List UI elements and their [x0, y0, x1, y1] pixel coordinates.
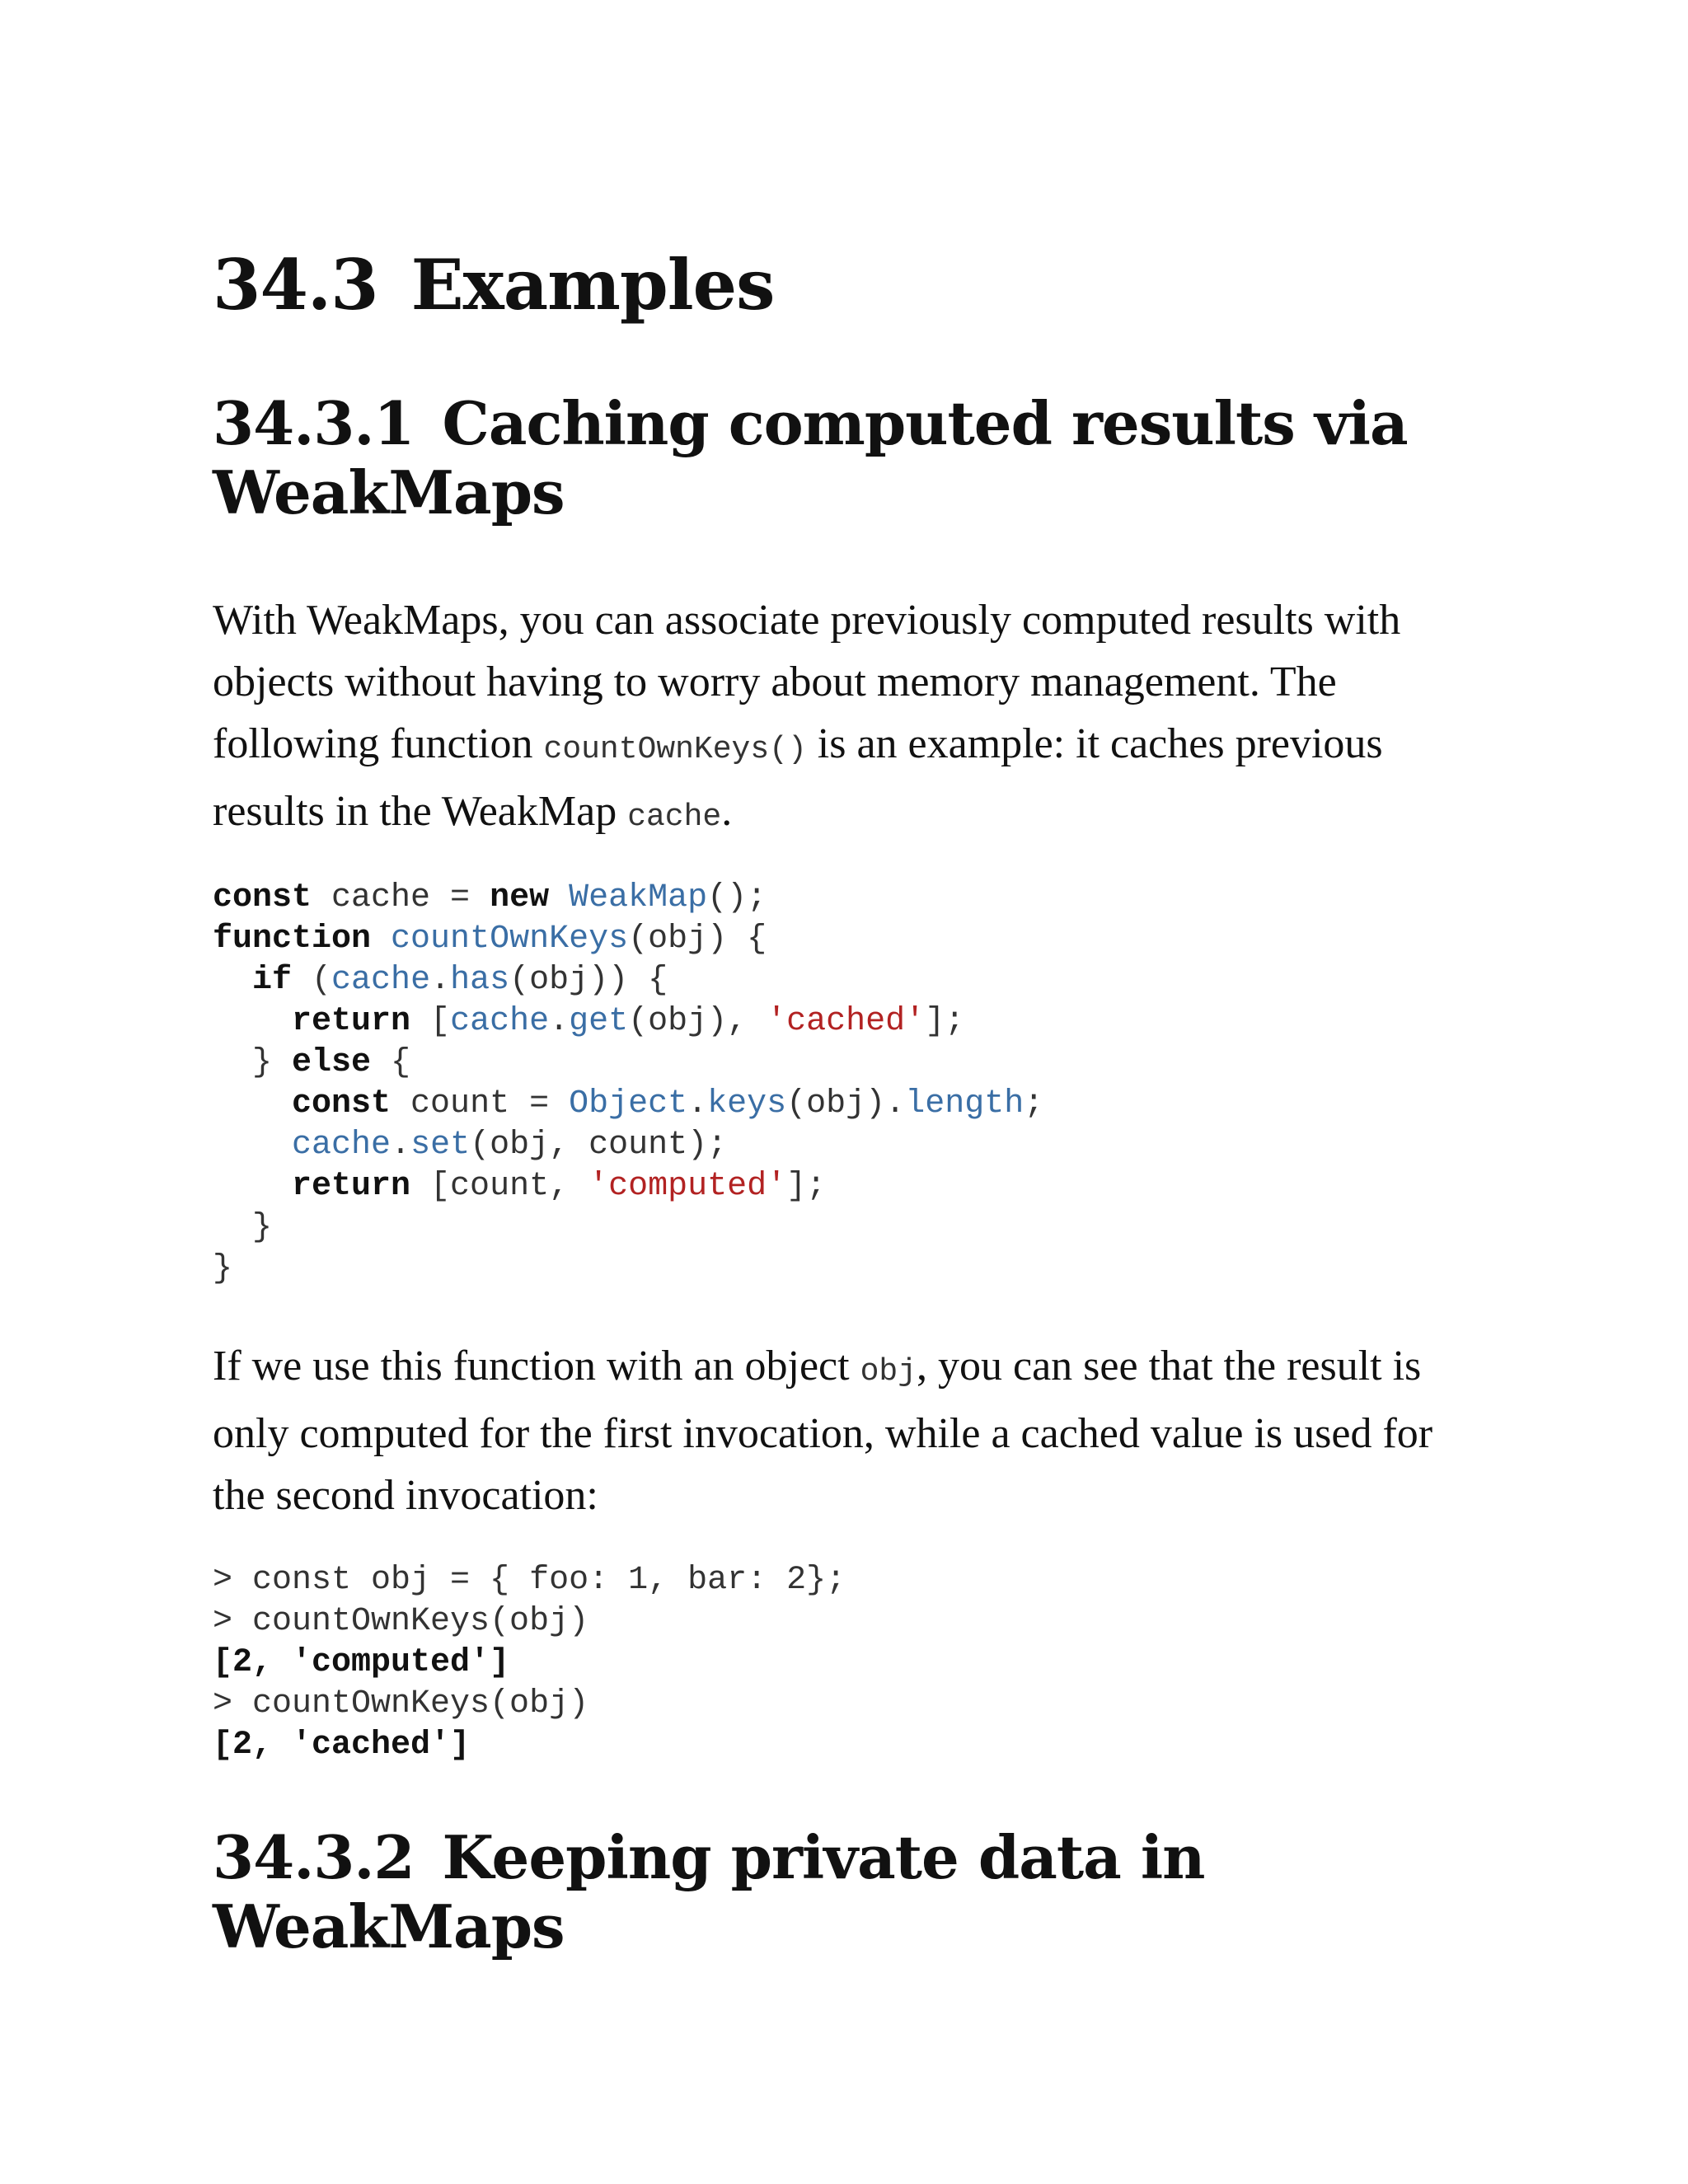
repl-input-line: > const obj = { foo: 1, bar: 2}; [213, 1562, 846, 1599]
repl-output-line: [2, 'computed'] [213, 1644, 510, 1681]
subsection-heading-caching [213, 389, 1449, 527]
identifier: Object [569, 1085, 688, 1122]
code-line: if (cache.has(obj)) { [252, 962, 668, 999]
keyword: const [292, 1085, 392, 1122]
section-heading [213, 244, 775, 326]
code-line: const count = Object.keys(obj).length; [292, 1085, 1044, 1122]
code-block-repl [213, 1560, 846, 1766]
identifier: cache [331, 962, 431, 999]
code-line: return [count, 'computed']; [292, 1168, 827, 1205]
code-line: function countOwnKeys(obj) { [213, 921, 767, 958]
paragraph-text: If we use this function with an object [213, 1343, 860, 1390]
string-literal: 'cached' [767, 1003, 926, 1040]
subsection-title-line2: WeakMaps [213, 1891, 565, 1961]
identifier: countOwnKeys [391, 921, 629, 958]
identifier: cache [292, 1127, 392, 1164]
keyword: else [292, 1044, 372, 1081]
keyword: new [490, 879, 550, 916]
repl-output-line: [2, 'cached'] [213, 1727, 471, 1764]
inline-code-obj: obj [860, 1354, 917, 1390]
code-line: } [213, 1250, 233, 1287]
section-number: 34.3 [213, 244, 378, 326]
code-line: } [213, 1209, 273, 1246]
identifier: set [410, 1127, 471, 1164]
identifier: length [905, 1085, 1025, 1122]
subsection-number: 34.3.1 [213, 388, 415, 458]
code-block-countownkeys [213, 878, 1043, 1290]
code-line: } else { [213, 1044, 411, 1081]
keyword: const [213, 879, 312, 916]
identifier: has [450, 962, 510, 999]
subsection-title-line1: Caching computed results via [442, 388, 1408, 458]
subsection-title-line1: Keeping private data in [442, 1822, 1205, 1892]
subsection-heading-private-data [213, 1823, 1449, 1961]
code-line: cache.set(obj, count); [292, 1127, 728, 1164]
identifier: get [569, 1003, 629, 1040]
paragraph-text: . [721, 788, 733, 835]
identifier: cache [450, 1003, 550, 1040]
repl-input-line: > countOwnKeys(obj) [213, 1685, 589, 1722]
subsection-number: 34.3.2 [213, 1822, 415, 1892]
identifier: keys [707, 1085, 787, 1122]
keyword: if [252, 962, 293, 999]
inline-code-countownkeys: countOwnKeys() [543, 732, 807, 767]
code-line: return [cache.get(obj), 'cached']; [292, 1003, 965, 1040]
paragraph-intro [213, 589, 1474, 848]
identifier: WeakMap [569, 879, 708, 916]
paragraph-usage [213, 1335, 1474, 1526]
paragraph-text: With WeakMaps, you can associate previously computed results with objects without having to worry about memory management. The following function [213, 597, 1401, 767]
keyword: return [292, 1168, 411, 1205]
repl-input-line: > countOwnKeys(obj) [213, 1603, 589, 1640]
inline-code-cache: cache [627, 799, 722, 835]
paragraph-text: is an example: it caches previous results in the WeakMap [213, 720, 1383, 835]
string-literal: 'computed' [588, 1168, 787, 1205]
subsection-title-line2: WeakMaps [213, 457, 565, 527]
keyword: function [213, 921, 372, 958]
paragraph-text: , you can see that the result is only computed for the first invocation, while a cached value is used for the second invocation: [213, 1343, 1433, 1519]
section-title: Examples [410, 244, 775, 326]
keyword: return [292, 1003, 411, 1040]
code-line: const cache = new WeakMap(); [213, 879, 767, 916]
